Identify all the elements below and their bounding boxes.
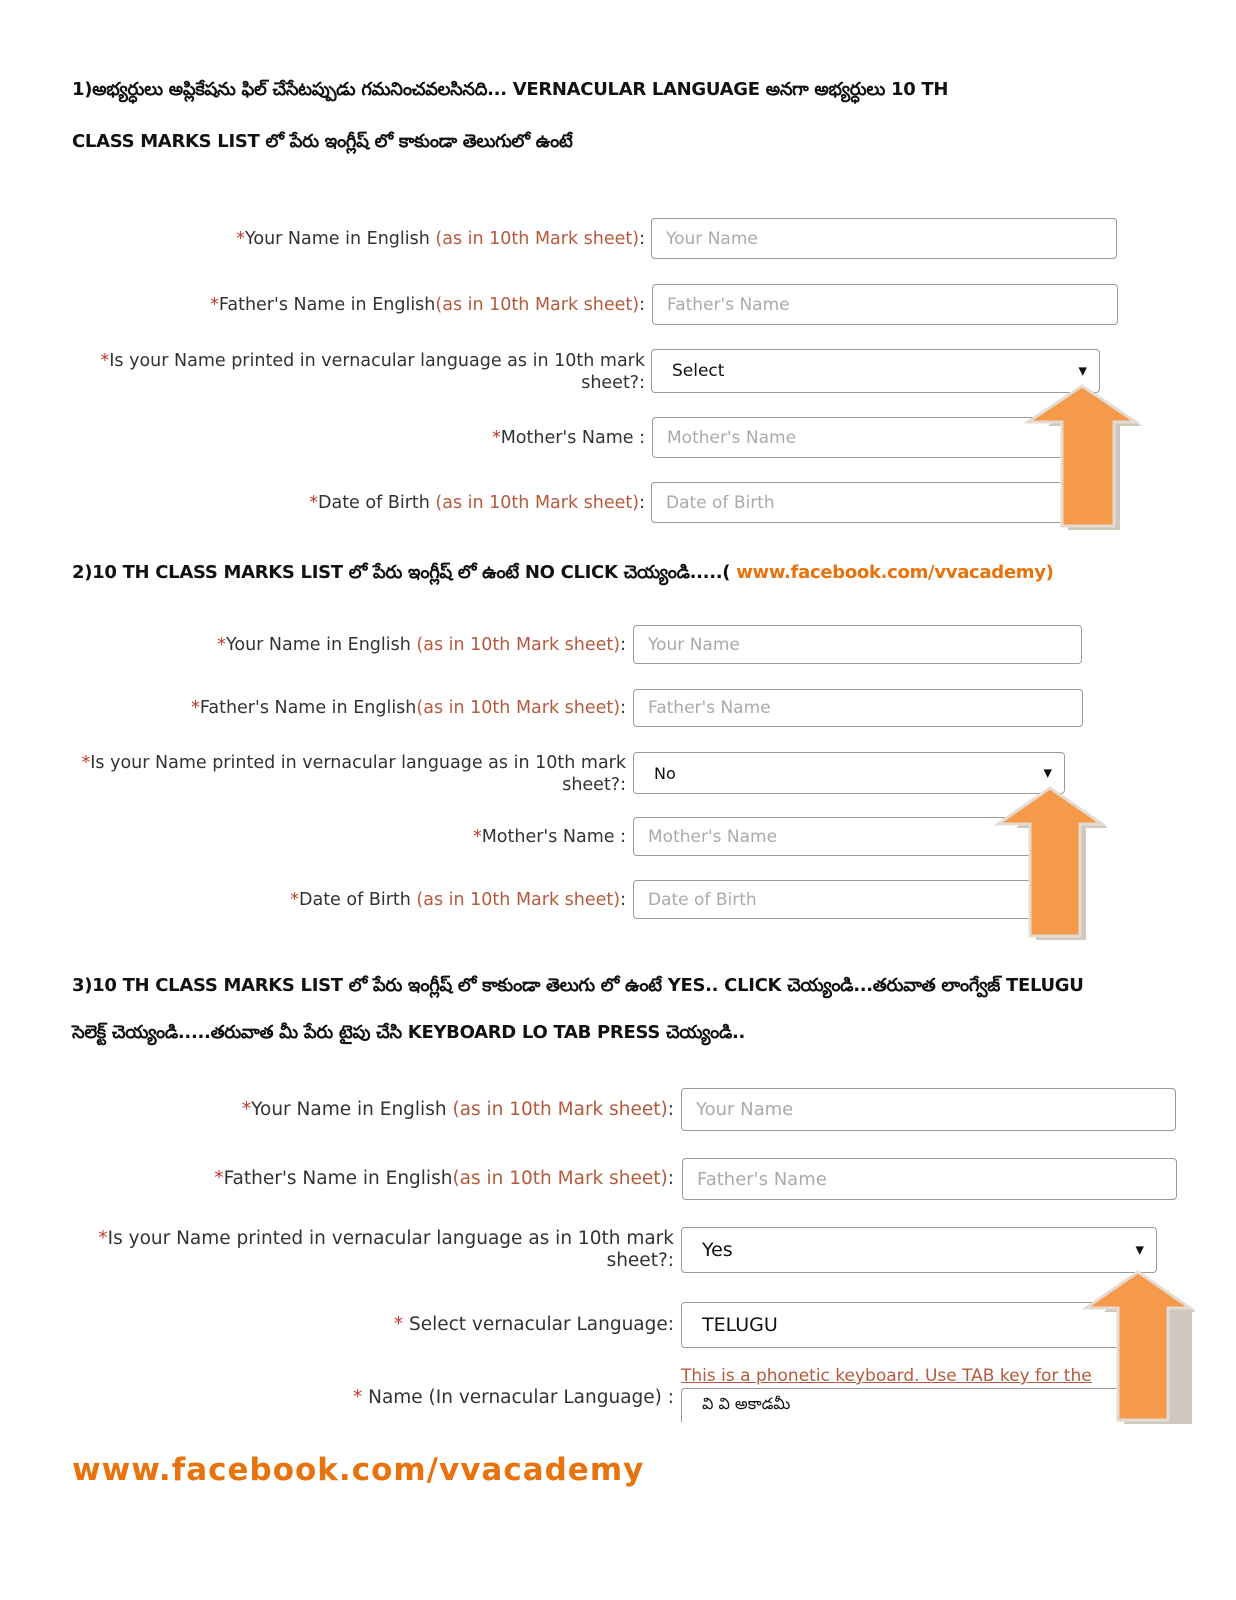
vernacular-select-3[interactable]: [681, 1227, 1157, 1273]
label-select-language: * Select vernacular Language:: [393, 1314, 674, 1335]
label-your-name: *Your Name in English (as in 10th Mark sheet):: [236, 229, 645, 249]
up-arrow-icon: [1024, 382, 1144, 532]
label-mother-name: *Mother's Name :: [491, 428, 645, 448]
step1-instruction-line1: 1)అభ్యర్ధులు అప్లికేషను ఫిల్ చేసేటప్పుడు గమనించవలసినది... VERNACULAR LANGUAGE అనగా అభ్యర్ధులు 10 TH: [72, 79, 949, 100]
father-name-placeholder: Father's Name: [667, 294, 790, 315]
label-vernacular-question: *Is your Name printed in vernacular language as in 10th mark sheet?:: [81, 753, 626, 795]
vernacular-name-input[interactable]: [681, 1388, 1121, 1422]
label-mother-name: *Mother's Name :: [472, 827, 626, 847]
select-value: Select: [672, 361, 725, 381]
father-name-placeholder: Father's Name: [648, 698, 771, 718]
dob-placeholder: Date of Birth: [648, 889, 757, 910]
your-name-input-3[interactable]: [681, 1088, 1176, 1131]
phonetic-keyboard-hint: This is a phonetic keyboard. Use TAB key for the: [681, 1366, 1092, 1386]
label-name-vernacular: * Name (In vernacular Language) :: [352, 1387, 674, 1408]
label-your-name: *Your Name in English (as in 10th Mark sheet):: [217, 635, 626, 655]
chevron-down-icon: ▼: [1078, 364, 1087, 378]
label-vernacular-question: *Is your Name printed in vernacular language as in 10th mark sheet?:: [100, 351, 645, 393]
your-name-placeholder: Your Name: [696, 1099, 794, 1120]
label-your-name: *Your Name in English (as in 10th Mark sheet):: [241, 1099, 674, 1120]
father-name-input-2[interactable]: [633, 689, 1083, 727]
label-dob: *Date of Birth (as in 10th Mark sheet):: [309, 493, 645, 513]
father-name-placeholder: Father's Name: [697, 1168, 827, 1190]
step1-instruction-line2: CLASS MARKS LIST లో పేరు ఇంగ్లీష్ లో కాకుండా తెలుగులో ఉంటే: [72, 131, 573, 152]
chevron-down-icon: ▼: [1043, 766, 1052, 780]
up-arrow-icon: [994, 784, 1110, 942]
your-name-placeholder: Your Name: [648, 634, 740, 655]
select-value: No: [654, 763, 676, 783]
step3-instruction-line1: 3)10 TH CLASS MARKS LIST లో పేరు ఇంగ్లీష్ లో కాకుండా తెలుగు లో ఉంటే YES.. CLICK చెయ్యండి...తరువాత లాంగ్వేజ్ TELUGU: [72, 975, 1084, 996]
facebook-link-footer[interactable]: www.facebook.com/vvacademy: [72, 1452, 645, 1488]
label-father-name: *Father's Name in English(as in 10th Mark sheet):: [191, 698, 626, 718]
label-dob: *Date of Birth (as in 10th Mark sheet):: [290, 890, 626, 910]
step3-instruction-line2: సెలెక్ట్ చెయ్యండి.....తరువాత మీ పేరు టైపు చేసి KEYBOARD LO TAB PRESS చెయ్యండి..: [72, 1022, 746, 1043]
your-name-placeholder: Your Name: [666, 228, 758, 249]
vernacular-name-value: వి వి అకాడమీ: [702, 1394, 791, 1413]
language-select[interactable]: [681, 1302, 1121, 1348]
father-name-input-1[interactable]: [652, 284, 1118, 325]
dob-placeholder: Date of Birth: [666, 492, 775, 513]
label-father-name: *Father's Name in English(as in 10th Mark sheet):: [214, 1168, 674, 1189]
label-father-name: *Father's Name in English(as in 10th Mark sheet):: [210, 295, 645, 315]
chevron-down-icon: ▼: [1135, 1243, 1144, 1257]
your-name-input-2[interactable]: [633, 625, 1082, 664]
mother-name-placeholder: Mother's Name: [648, 826, 778, 847]
facebook-link-inline[interactable]: www.facebook.com/vvacademy): [736, 562, 1054, 583]
your-name-input-1[interactable]: [651, 218, 1117, 259]
mother-name-placeholder: Mother's Name: [667, 427, 797, 448]
language-value: TELUGU: [702, 1314, 778, 1336]
father-name-input-3[interactable]: [682, 1158, 1177, 1200]
label-vernacular-question: *Is your Name printed in vernacular language as in 10th mark sheet?:: [98, 1228, 674, 1271]
step2-instruction: 2)10 TH CLASS MARKS LIST లో పేరు ఇంగ్లీష్ లో ఉంటే NO CLICK చెయ్యండి.....( www.facebook.com/vvacademy): [72, 562, 1054, 583]
select-value: Yes: [702, 1239, 733, 1261]
up-arrow-icon: [1082, 1268, 1198, 1426]
